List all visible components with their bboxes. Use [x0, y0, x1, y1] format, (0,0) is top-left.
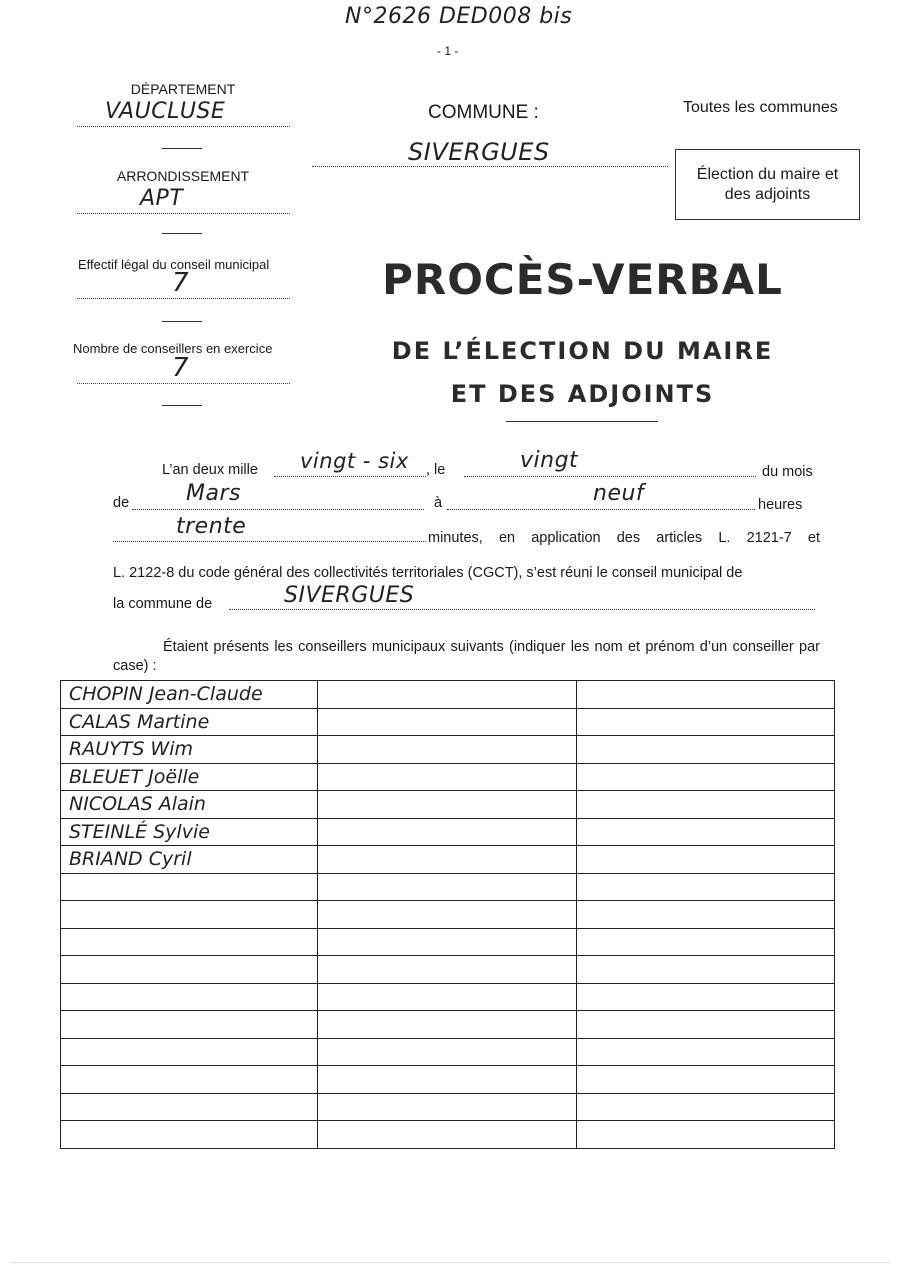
- commune-name-dotted-line: [229, 609, 815, 610]
- body-text-cgct: L. 2122-8 du code général des collectivités territoriales (CGCT), s’est réuni le conseil municipal de: [113, 565, 743, 581]
- commune-dotted-line: [312, 166, 668, 167]
- councillor-cell: [317, 708, 577, 736]
- table-row: [61, 1093, 835, 1121]
- councillor-cell: [317, 1038, 577, 1066]
- councillor-cell: [317, 1011, 577, 1039]
- councillor-cell: [577, 983, 835, 1011]
- table-row: [61, 1038, 835, 1066]
- day-value: vingt: [520, 448, 579, 473]
- body-text-a: à: [434, 495, 443, 511]
- page-bottom-edge: [10, 1262, 890, 1263]
- document-title: PROCÈS-VERBAL: [382, 255, 783, 304]
- councillor-cell: [577, 1011, 835, 1039]
- councillor-cell: [61, 873, 318, 901]
- document-subtitle-line2: ET DES ADJOINTS: [450, 380, 715, 408]
- table-row: [61, 873, 835, 901]
- councillor-cell: [61, 1011, 318, 1039]
- councillor-cell: [317, 983, 577, 1011]
- table-row: [61, 928, 835, 956]
- table-row: [61, 846, 835, 874]
- table-row: [61, 983, 835, 1011]
- councillor-cell: CHOPIN Jean-Claude: [61, 681, 318, 709]
- councillor-cell: [317, 681, 577, 709]
- election-type-text: Élection du maire et des adjoints: [696, 165, 839, 203]
- councillor-cell: [61, 1038, 318, 1066]
- separator-dash: [162, 148, 202, 149]
- arrondissement-dotted-line: [77, 213, 290, 214]
- councillor-cell: [61, 928, 318, 956]
- hour-dotted-line: [447, 509, 755, 510]
- table-row: [61, 956, 835, 984]
- councillor-cell: [317, 736, 577, 764]
- presents-intro: Étaient présents les conseillers municipaux suivants (indiquer les nom et prénom d’un conseiller par case) :: [113, 639, 820, 674]
- arrondissement-value: APT: [140, 186, 184, 211]
- councillor-cell: [317, 763, 577, 791]
- councillor-cell: [317, 873, 577, 901]
- table-row: [61, 901, 835, 929]
- councillor-cell: [61, 956, 318, 984]
- separator-dash: [162, 405, 202, 406]
- councillor-cell: [61, 1066, 318, 1094]
- councillor-cell: [577, 928, 835, 956]
- councillor-cell: [317, 791, 577, 819]
- table-row: [61, 681, 835, 709]
- councillor-cell: BLEUET Joëlle: [61, 763, 318, 791]
- body-text-du-mois: du mois: [762, 464, 813, 480]
- councillor-cell: [577, 1121, 835, 1149]
- exercice-value: 7: [172, 353, 190, 383]
- councillor-cell: [577, 681, 835, 709]
- councillor-cell: [61, 901, 318, 929]
- table-row: [61, 818, 835, 846]
- exercice-dotted-line: [77, 383, 290, 384]
- councillor-cell: [317, 818, 577, 846]
- commune-label: COMMUNE :: [428, 102, 539, 123]
- effectif-value: 7: [172, 268, 190, 298]
- councillor-cell: [577, 956, 835, 984]
- councillor-cell: [577, 736, 835, 764]
- councillor-cell: [317, 1066, 577, 1094]
- body-text-commune-de: la commune de: [113, 596, 213, 612]
- document-reference: N°2626 DED008 bis: [345, 4, 573, 29]
- councillor-cell: [61, 1093, 318, 1121]
- councillor-cell: BRIAND Cyril: [61, 846, 318, 874]
- document-subtitle-line1: DE L’ÉLECTION DU MAIRE: [391, 337, 774, 365]
- councillor-cell: [317, 928, 577, 956]
- councillor-cell: [577, 1066, 835, 1094]
- table-row: [61, 791, 835, 819]
- month-dotted-line: [132, 509, 424, 510]
- councillor-cell: CALAS Martine: [61, 708, 318, 736]
- table-row: [61, 1121, 835, 1149]
- councillor-cell: [317, 846, 577, 874]
- separator-dash: [162, 233, 202, 234]
- minutes-dotted-line: [113, 541, 426, 542]
- councillor-cell: RAUYTS Wim: [61, 736, 318, 764]
- exercice-label: Nombre de conseillers en exercice: [73, 341, 273, 356]
- day-dotted-line: [464, 476, 756, 477]
- councillor-cell: [317, 901, 577, 929]
- councillor-cell: [577, 873, 835, 901]
- all-communes-note: Toutes les communes: [683, 99, 838, 116]
- councillor-cell: [577, 763, 835, 791]
- body-text-de: de: [113, 495, 130, 511]
- councillors-table: [60, 680, 835, 1149]
- councillor-cell: [577, 818, 835, 846]
- councillor-cell: STEINLÉ Sylvie: [61, 818, 318, 846]
- table-row: [61, 1011, 835, 1039]
- councillor-cell: NICOLAS Alain: [61, 791, 318, 819]
- departement-value: VAUCLUSE: [105, 99, 226, 124]
- table-row: [61, 763, 835, 791]
- councillor-cell: [317, 1121, 577, 1149]
- body-text-an: L’an deux mille: [162, 462, 258, 478]
- councillor-cell: [61, 983, 318, 1011]
- election-type-box: [675, 149, 860, 220]
- councillor-cell: [577, 901, 835, 929]
- body-text-minutes: minutes, en application des articles L. 2121-7 et: [428, 530, 820, 546]
- minutes-value: trente: [176, 514, 247, 539]
- table-row: [61, 1066, 835, 1094]
- title-underline: [506, 421, 658, 422]
- year-dotted-line: [274, 476, 426, 477]
- councillor-cell: [61, 1121, 318, 1149]
- councillor-cell: [577, 1038, 835, 1066]
- commune-name-value: SIVERGUES: [284, 583, 415, 608]
- body-text-le: , le: [426, 462, 446, 478]
- departement-label: DÉPARTEMENT: [130, 81, 236, 97]
- table-row: [61, 708, 835, 736]
- councillor-cell: [577, 708, 835, 736]
- page-number: - 1 -: [437, 44, 459, 58]
- effectif-dotted-line: [77, 298, 290, 299]
- departement-dotted-line: [77, 126, 290, 127]
- councillor-cell: [577, 1093, 835, 1121]
- table-row: [61, 736, 835, 764]
- arrondissement-label: ARRONDISSEMENT: [116, 168, 250, 184]
- separator-dash: [162, 321, 202, 322]
- year-value: vingt - six: [300, 449, 409, 473]
- councillor-cell: [317, 956, 577, 984]
- effectif-label: Effectif légal du conseil municipal: [78, 257, 270, 272]
- councillor-cell: [317, 1093, 577, 1121]
- councillor-cell: [577, 846, 835, 874]
- month-value: Mars: [186, 481, 241, 506]
- councillor-cell: [577, 791, 835, 819]
- hour-value: neuf: [593, 481, 645, 506]
- commune-value: SIVERGUES: [408, 138, 550, 166]
- body-text-heures: heures: [758, 497, 803, 513]
